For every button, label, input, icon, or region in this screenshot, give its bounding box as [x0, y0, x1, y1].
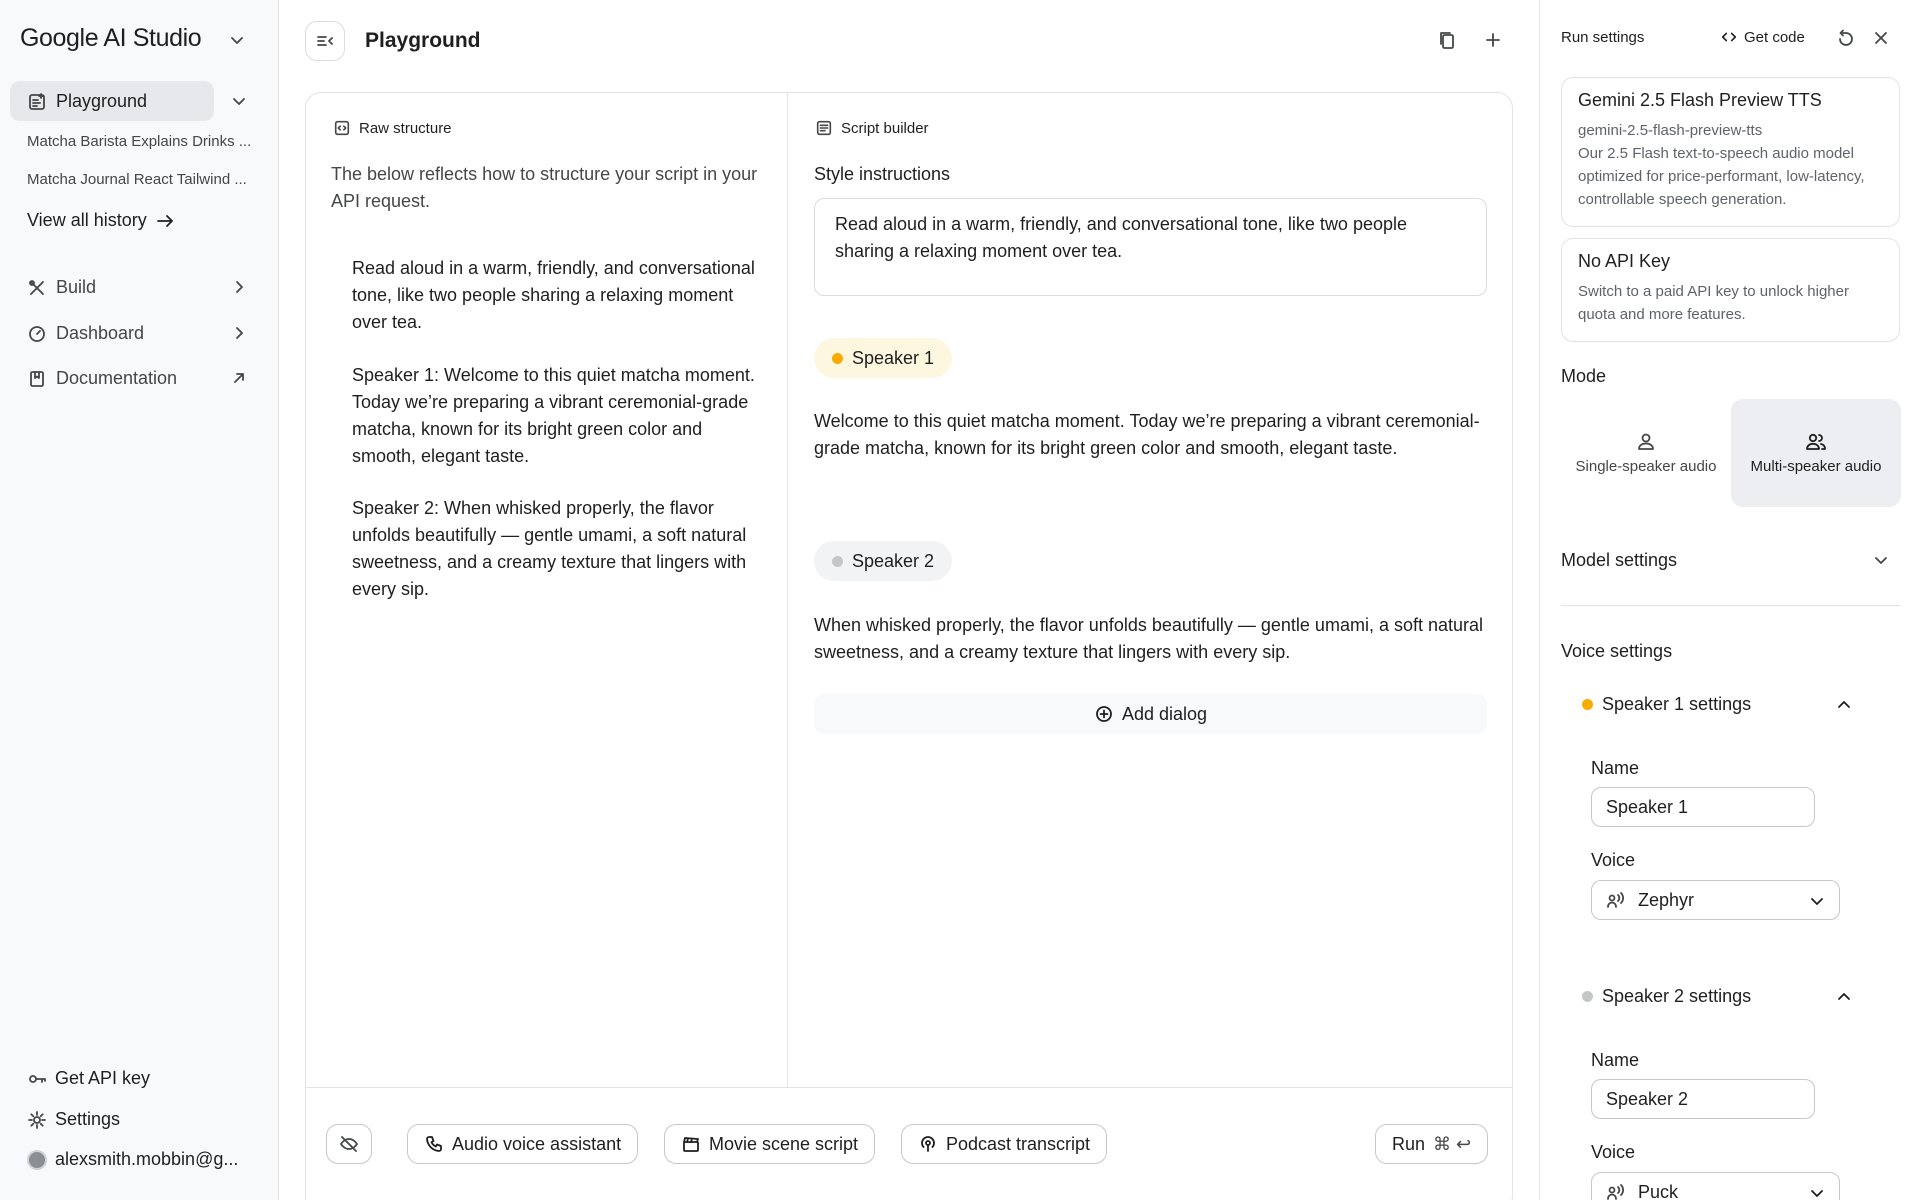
people-icon	[1804, 430, 1828, 454]
get-api-key-link[interactable]	[27, 1068, 150, 1089]
gear-icon	[27, 1110, 47, 1130]
book-icon	[27, 369, 47, 389]
key-icon	[27, 1069, 47, 1089]
speaker2-dialog-text[interactable]: When whisked properly, the flavor unfolds beautifully — gentle umami, a soft natural sweetness, and a creamy texture that lingers with every sip.	[814, 615, 1484, 662]
bottom-divider	[306, 1087, 1512, 1088]
get-api-key-label: Get API key	[55, 1068, 151, 1088]
speaker2-color-dot	[832, 556, 843, 567]
chevron-down-icon[interactable]	[229, 91, 249, 111]
run-label: Run	[1392, 1133, 1426, 1154]
speaker2-voice-select[interactable]	[1591, 1172, 1840, 1200]
voice-settings-label: Voice settings	[1561, 641, 1673, 661]
chevron-down-icon	[1807, 1183, 1827, 1200]
mode-single-speaker[interactable]	[1561, 399, 1731, 507]
clapperboard-icon	[681, 1134, 701, 1154]
hide-suggestions-button[interactable]	[326, 1124, 372, 1164]
add-dialog-label: Add dialog	[1121, 703, 1208, 724]
panel-divider	[787, 93, 788, 1087]
raw-structure-header	[333, 119, 452, 137]
nav-documentation[interactable]	[27, 368, 177, 389]
chevron-down-icon[interactable]	[1871, 550, 1891, 570]
get-code-label: Get code	[1744, 28, 1805, 46]
prompt-podcast-transcript[interactable]	[901, 1124, 1107, 1164]
model-selector-card[interactable]	[1561, 77, 1900, 227]
chevron-right-icon[interactable]	[229, 277, 249, 297]
arrow-right-icon	[155, 211, 175, 231]
plus-icon[interactable]	[1483, 30, 1503, 50]
history-item[interactable]: Matcha Journal React Tailwind ...	[27, 171, 247, 188]
code-icon	[1720, 28, 1738, 46]
chevron-up-icon[interactable]	[1834, 695, 1854, 715]
external-link-icon[interactable]	[229, 368, 249, 388]
settings-link[interactable]	[27, 1109, 120, 1130]
avatar	[27, 1150, 47, 1170]
reset-icon[interactable]	[1836, 29, 1856, 49]
person-icon	[1634, 430, 1658, 454]
speaker1-name-input[interactable]: Speaker 1	[1591, 787, 1815, 827]
speaker2-chip-label: Speaker 2	[852, 550, 935, 571]
speaker1-voice-select[interactable]	[1591, 880, 1840, 920]
model-description: Our 2.5 Flash text-to-speech audio model optimized for price-performant, low-latency, controllable speech generation.	[1578, 145, 1865, 208]
account-email: alexsmith.mobbin@g...	[55, 1149, 239, 1169]
collapse-menu-icon	[315, 31, 335, 51]
script-builder-header	[815, 119, 929, 137]
nav-build-label: Build	[56, 277, 97, 297]
mode-label: Mode	[1561, 366, 1607, 386]
speaker2-chip[interactable]	[814, 541, 952, 581]
run-shortcut: ⌘ ↩	[1433, 1133, 1472, 1154]
voice-icon	[1606, 1182, 1626, 1200]
chevron-up-icon[interactable]	[1834, 987, 1854, 1007]
prompt-audio-voice-assistant[interactable]	[407, 1124, 638, 1164]
account-menu[interactable]	[27, 1149, 238, 1170]
left-sidebar	[0, 0, 279, 1200]
run-button[interactable]	[1375, 1124, 1488, 1164]
add-dialog-button[interactable]	[814, 694, 1487, 734]
speaker2-settings-toggle[interactable]	[1582, 986, 1751, 1007]
style-instructions-label: Style instructions	[814, 164, 951, 184]
script-builder-title: Script builder	[841, 119, 929, 137]
view-all-history-label: View all history	[27, 210, 147, 230]
speaker1-voice-label: Voice	[1591, 850, 1636, 870]
nav-playground[interactable]	[27, 91, 147, 112]
raw-style-text: Read aloud in a warm, friendly, and conversational tone, like two people sharing a relaxing moment over tea.	[352, 258, 755, 332]
prompt-label: Movie scene script	[709, 1133, 859, 1154]
get-code-button[interactable]	[1720, 28, 1805, 46]
section-divider	[1561, 605, 1900, 606]
speaker1-dialog-text[interactable]: Welcome to this quiet matcha moment. Today we’re preparing a vibrant ceremonial-grade matcha, known for its bright green color and smooth, elegant taste.	[814, 411, 1480, 458]
dashboard-gauge-icon	[27, 324, 47, 344]
speaker2-name-label: Name	[1591, 1050, 1640, 1070]
raw-speaker2-text: Speaker 2: When whisked properly, the flavor unfolds beautifully — gentle umami, a soft natural sweetness, and a creamy texture that lingers with every sip.	[352, 498, 747, 599]
prompt-label: Audio voice assistant	[452, 1133, 622, 1154]
raw-structure-intro: The below reflects how to structure your script in your API request.	[331, 164, 758, 211]
speaker1-voice-value: Zephyr	[1638, 889, 1695, 910]
raw-structure-title: Raw structure	[359, 119, 452, 137]
chevron-right-icon[interactable]	[229, 323, 249, 343]
podcast-icon	[918, 1134, 938, 1154]
speaker2-color-dot	[1582, 991, 1593, 1002]
nav-build[interactable]	[27, 277, 96, 298]
speaker1-name-label: Name	[1591, 758, 1640, 778]
nav-dashboard-label: Dashboard	[56, 323, 145, 343]
prompt-movie-scene-script[interactable]	[664, 1124, 875, 1164]
speaker1-chip[interactable]	[814, 338, 952, 378]
copy-icon[interactable]	[1437, 30, 1457, 50]
chevron-down-icon[interactable]	[227, 30, 247, 50]
speaker2-name-input[interactable]: Speaker 2	[1591, 1079, 1815, 1119]
mode-multi-label: Multi-speaker audio	[1750, 458, 1882, 475]
speaker1-settings-heading: Speaker 1 settings	[1602, 694, 1752, 714]
brand-logo[interactable]: Google AI Studio	[20, 24, 202, 52]
api-key-title: No API Key	[1578, 251, 1671, 271]
code-block-icon	[333, 119, 351, 137]
build-tools-icon	[27, 278, 47, 298]
speaker1-chip-label: Speaker 1	[852, 347, 935, 368]
playground-icon	[27, 92, 47, 112]
model-settings-toggle[interactable]: Model settings	[1561, 550, 1678, 570]
speaker1-settings-toggle[interactable]	[1582, 694, 1751, 715]
visibility-off-icon	[339, 1134, 359, 1154]
speaker2-voice-label: Voice	[1591, 1142, 1636, 1162]
settings-label: Settings	[55, 1109, 121, 1129]
nav-playground-label: Playground	[56, 91, 148, 111]
mode-single-label: Single-speaker audio	[1575, 458, 1717, 475]
speaker1-color-dot	[1582, 699, 1593, 710]
history-item[interactable]: Matcha Barista Explains Drinks ...	[27, 133, 252, 150]
speaker1-color-dot	[832, 353, 843, 364]
speaker2-settings-heading: Speaker 2 settings	[1602, 986, 1752, 1006]
mode-multi-speaker[interactable]	[1731, 399, 1901, 507]
view-all-history-link[interactable]	[27, 210, 175, 231]
chevron-down-icon	[1807, 891, 1827, 911]
prompt-label: Podcast transcript	[946, 1133, 1091, 1154]
model-name: Gemini 2.5 Flash Preview TTS	[1578, 90, 1822, 110]
run-settings-title: Run settings	[1561, 29, 1645, 46]
phone-icon	[424, 1134, 444, 1154]
style-instructions-input[interactable]: Read aloud in a warm, friendly, and conversational tone, like two people sharing a relaxing moment over tea.	[814, 198, 1487, 296]
api-key-card[interactable]	[1561, 238, 1900, 342]
nav-documentation-label: Documentation	[56, 368, 178, 388]
add-circle-icon	[1094, 704, 1114, 724]
toggle-sidebar-button[interactable]	[305, 21, 345, 61]
raw-speaker1-text: Speaker 1: Welcome to this quiet matcha moment. Today we’re preparing a vibrant ceremonial-grade matcha, known for its bright green color and smooth, elegant taste.	[352, 365, 755, 466]
page-title: Playground	[365, 29, 481, 52]
api-key-description: Switch to a paid API key to unlock higher quota and more features.	[1578, 283, 1849, 323]
script-icon	[815, 119, 833, 137]
close-icon[interactable]	[1871, 28, 1891, 48]
voice-icon	[1606, 890, 1626, 910]
model-id: gemini-2.5-flash-preview-tts	[1578, 122, 1763, 139]
nav-dashboard[interactable]	[27, 323, 144, 344]
speaker2-voice-value: Puck	[1638, 1181, 1679, 1200]
